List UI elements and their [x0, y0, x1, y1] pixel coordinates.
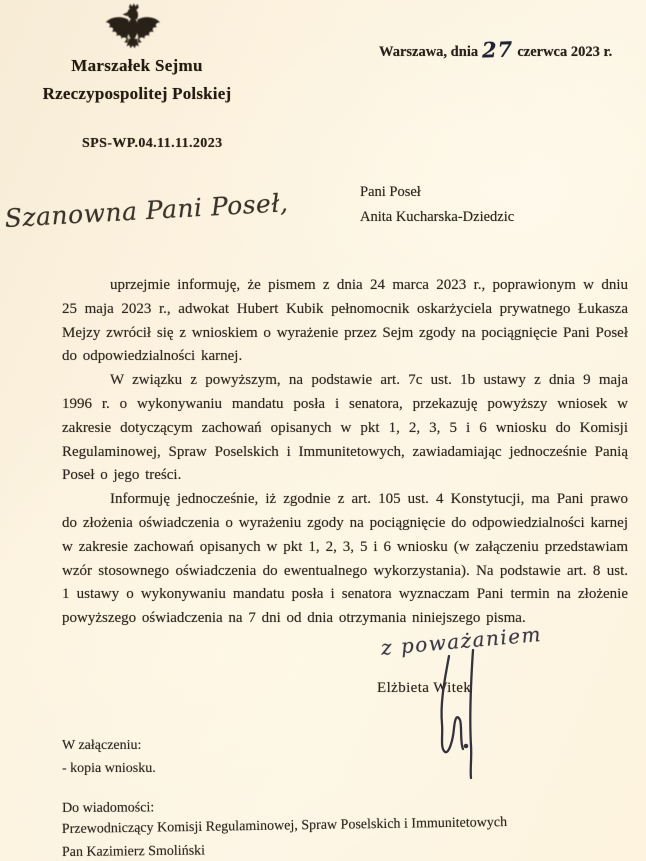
- cc-line-2: Pan Kazimierz Smoliński: [61, 843, 206, 861]
- attachment-item: - kopia wniosku.: [62, 761, 156, 776]
- attachments-label: W załączeniu:: [62, 738, 142, 753]
- letterhead-title-line1: Marszałek Sejmu: [71, 56, 203, 75]
- handwritten-greeting: Szanowna Pani Poseł,: [4, 188, 290, 233]
- reference-number: SPS-WP.04.11.11.2023: [82, 136, 223, 151]
- cc-line-1: Przewodniczący Komisji Regulaminowej, Spraw Poselskich i Immunitetowych: [61, 815, 508, 838]
- body-paragraph-3: Informuję jednocześnie, iż zgodnie z art. 105 ust. 4 Konstytucji, ma Pani prawo do złożenia oświadczenia o wyrażeniu zgody na pociągnięcie do odpowiedzialności karnej w zakresie zachowań opisanych w pkt 1, 2, 3, 5 i 6 wniosku (w załączeniu przedstawiam wzór stosownego oświadczenia do ewentualnego wykorzystania). Na podstawie art. 8 ust. 1 ustawy o wykonywaniu mandatu posła i senatora wyznaczam Pani termin na złożenie powyższego oświadczenia na 7 dni od dnia otrzymania niniejszego pisma.: [62, 491, 628, 627]
- recipient-name: Anita Kucharska-Dziedzic: [360, 209, 515, 225]
- recipient-block: [360, 180, 514, 230]
- polish-eagle-icon: [103, 2, 161, 50]
- body-paragraph-2: W związku z powyższym, na podstawie art. 7c ust. 1b ustawy z dnia 9 maja 1996 r. o wykonywaniu mandatu posła i senatora, przekazuję powyższy wniosek w zakresie dotyczącym zachowań opisanych w pkt 1, 2, 3, 5 i 6 wniosku do Komisji Regulaminowej, Spraw Poselskich i Immunitetowych, zawiadamiając jednocześnie Panią Poseł o jego treści.: [62, 372, 628, 484]
- handwritten-day: 27: [481, 36, 514, 63]
- cc-label: Do wiadomości:: [62, 800, 155, 816]
- dateline-suffix: czerwca 2023 r.: [517, 44, 613, 60]
- handwritten-valediction: z poważaniem: [380, 621, 543, 660]
- dateline-prefix: Warszawa, dnia: [379, 44, 479, 60]
- letter-body: [62, 274, 628, 631]
- signer-name: Elżbieta Witek: [377, 680, 472, 696]
- body-paragraph-1: uprzejmie informuję, że pismem z dnia 24 marca 2023 r., poprawionym w dniu 25 maja 2023 r., adwokat Hubert Kubik pełnomocnik oskarżyciela prywatnego Łukasza Mejzy zwrócił się z wnioskiem o wyrażenie przez Sejm zgody na pociągnięcie Pani Poseł do odpowiedzialności karnej.: [62, 277, 628, 365]
- dateline: [379, 36, 612, 61]
- recipient-title: Pani Poseł: [360, 184, 421, 200]
- letterhead-title-line2: Rzeczypospolitej Polskiej: [42, 84, 232, 103]
- signature-icon: [421, 648, 491, 790]
